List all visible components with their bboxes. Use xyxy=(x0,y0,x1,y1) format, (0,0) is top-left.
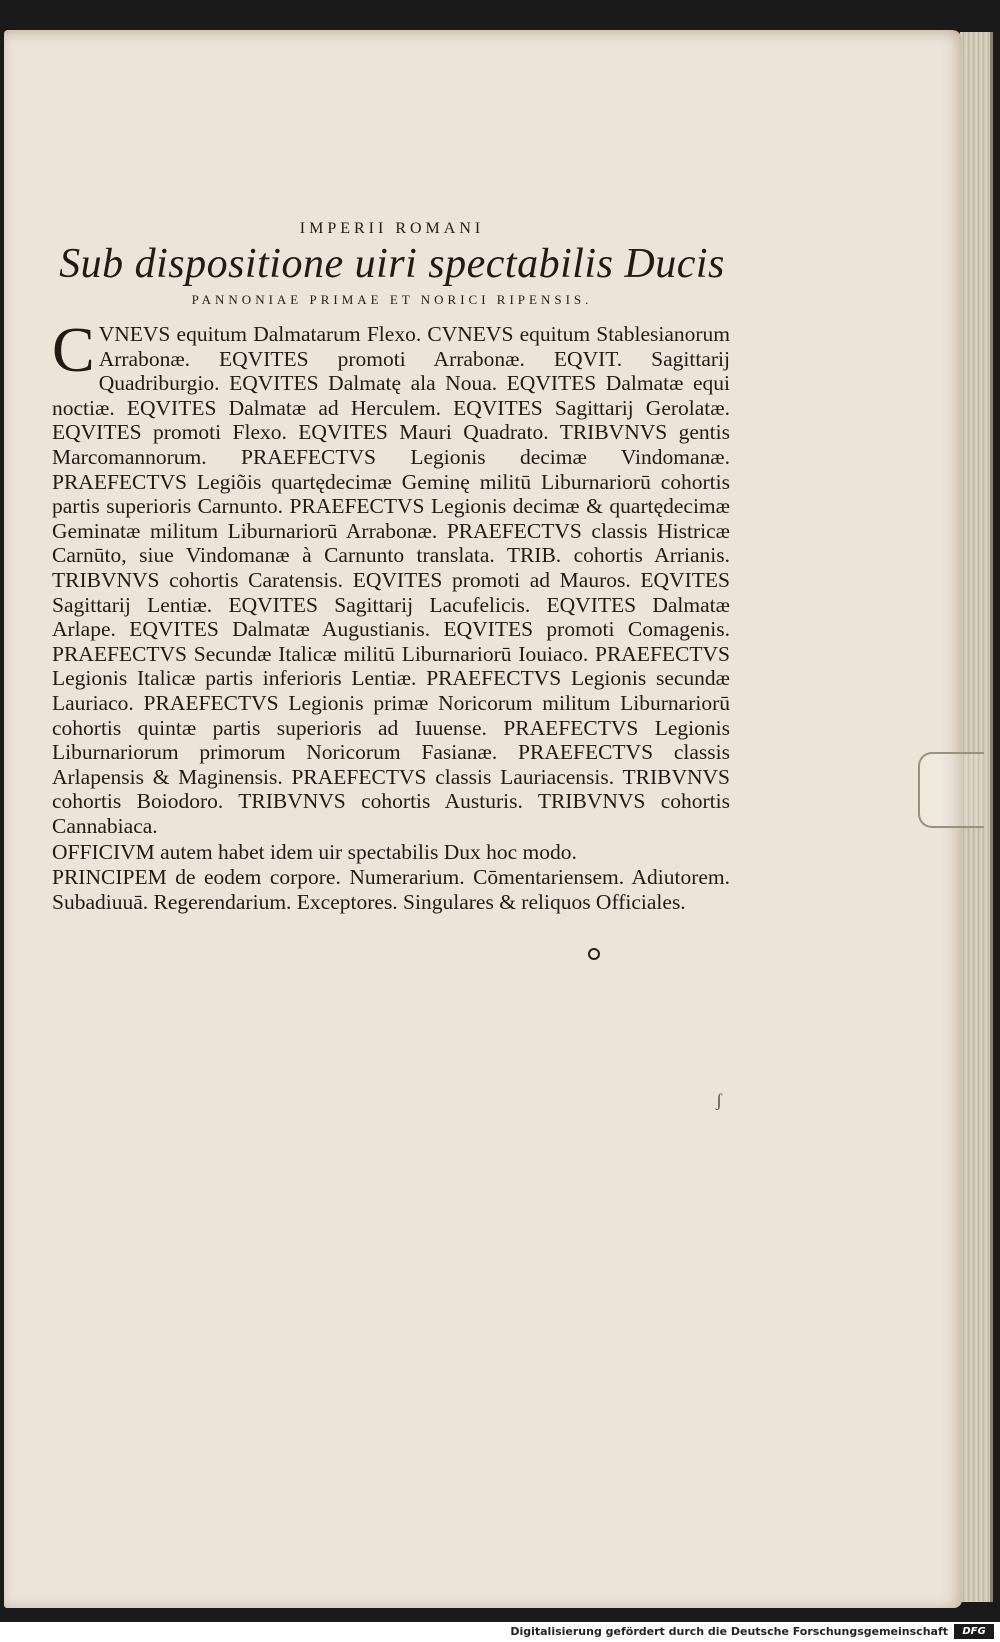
paragraph-units xyxy=(52,314,730,838)
paragraph-officium: OFFICIVM autem habet idem uir spectabilis Dux hoc modo. xyxy=(52,840,577,865)
running-head: IMPERII ROMANI xyxy=(299,220,485,237)
funding-credit: Digitalisierung gefördert durch die Deutsche Forschungsgemeinschaft xyxy=(510,1625,948,1638)
drop-cap: C xyxy=(52,314,95,385)
book-clasp xyxy=(918,752,984,828)
ornament-circle-icon xyxy=(588,948,600,960)
page-subtitle: PANNONIAE PRIMAE ET NORICI RIPENSIS. xyxy=(191,292,593,307)
dfg-logo: DFG xyxy=(954,1624,994,1639)
page-title: Sub dispositione uiri spectabilis Ducis xyxy=(59,241,725,287)
paragraph-units-text: VNEVS equitum Dalmatarum Flexo. CVNEVS equitum Stablesianorum Arrabonæ. EQVITES promoti Arrabonæ. EQVIT. Sagittarij Quadriburgio. EQVITES Dalmatę ala Noua. EQVITES Dalmatæ equi noctiæ. EQVITES Dalmatæ ad Herculem. EQVITES Sagittarij Gerolatæ. EQVITES promoti Flexo. EQVITES Mauri Quadrato. TRIBVNVS gentis Marcomannorum. PRAEFECTVS Legionis decimæ Vindomanæ. PRAEFECTVS Legiõis quartędecimæ Geminę militū Liburnariorū cohortis partis superioris Carnunto. PRAEFECTVS Legionis decimæ & quartędecimæ Geminatæ militum Liburnariorū Arrabonæ. PRAEFECTVS classis Histricæ Carnūto, siue Vindomanæ à Carnunto translata. TRIB. cohortis Arrianis. TRIBVNVS cohortis Caratensis. EQVITES promoti ad Mauros. EQVITES Sagittarij Lentiæ. EQVITES Sagittarij Lacufelicis. EQVITES Dalmatæ Arlape. EQVITES Dalmatæ Augustianis. EQVITES promoti Comagenis. PRAEFECTVS Secundæ Italicæ militū Liburnariorū Iouiaco. PRAEFECTVS Legionis Italicæ partis inferioris Lentiæ. PRAEFECTVS Legionis secundæ Lauriaco. PRAEFECTVS Legionis primæ Noricorum militum Liburnariorū cohortis quintæ partis superioris ad Iuuense. PRAEFECTVS Legionis Liburnariorum primorum Noricorum Fasianæ. PRAEFECTVS classis Arlapensis & Maginensis. PRAEFECTVS classis Lauriacensis. TRIBVNVS cohortis Boiodoro. TRIBVNVS cohortis Austuris. TRIBVNVS cohortis Cannabiaca. xyxy=(52,322,730,838)
body-text xyxy=(52,314,730,914)
paragraph-principem: PRINCIPEM de eodem corpore. Numerarium. Cōmentariensem. Adiutorem. Subadiuuā. Regerendarium. Exceptores. Singulares & reliquos Officiales. xyxy=(52,865,730,914)
book-page xyxy=(4,30,962,1608)
footer-bar xyxy=(0,1622,1000,1642)
stray-ink-mark-icon: ʃ xyxy=(716,1090,722,1110)
